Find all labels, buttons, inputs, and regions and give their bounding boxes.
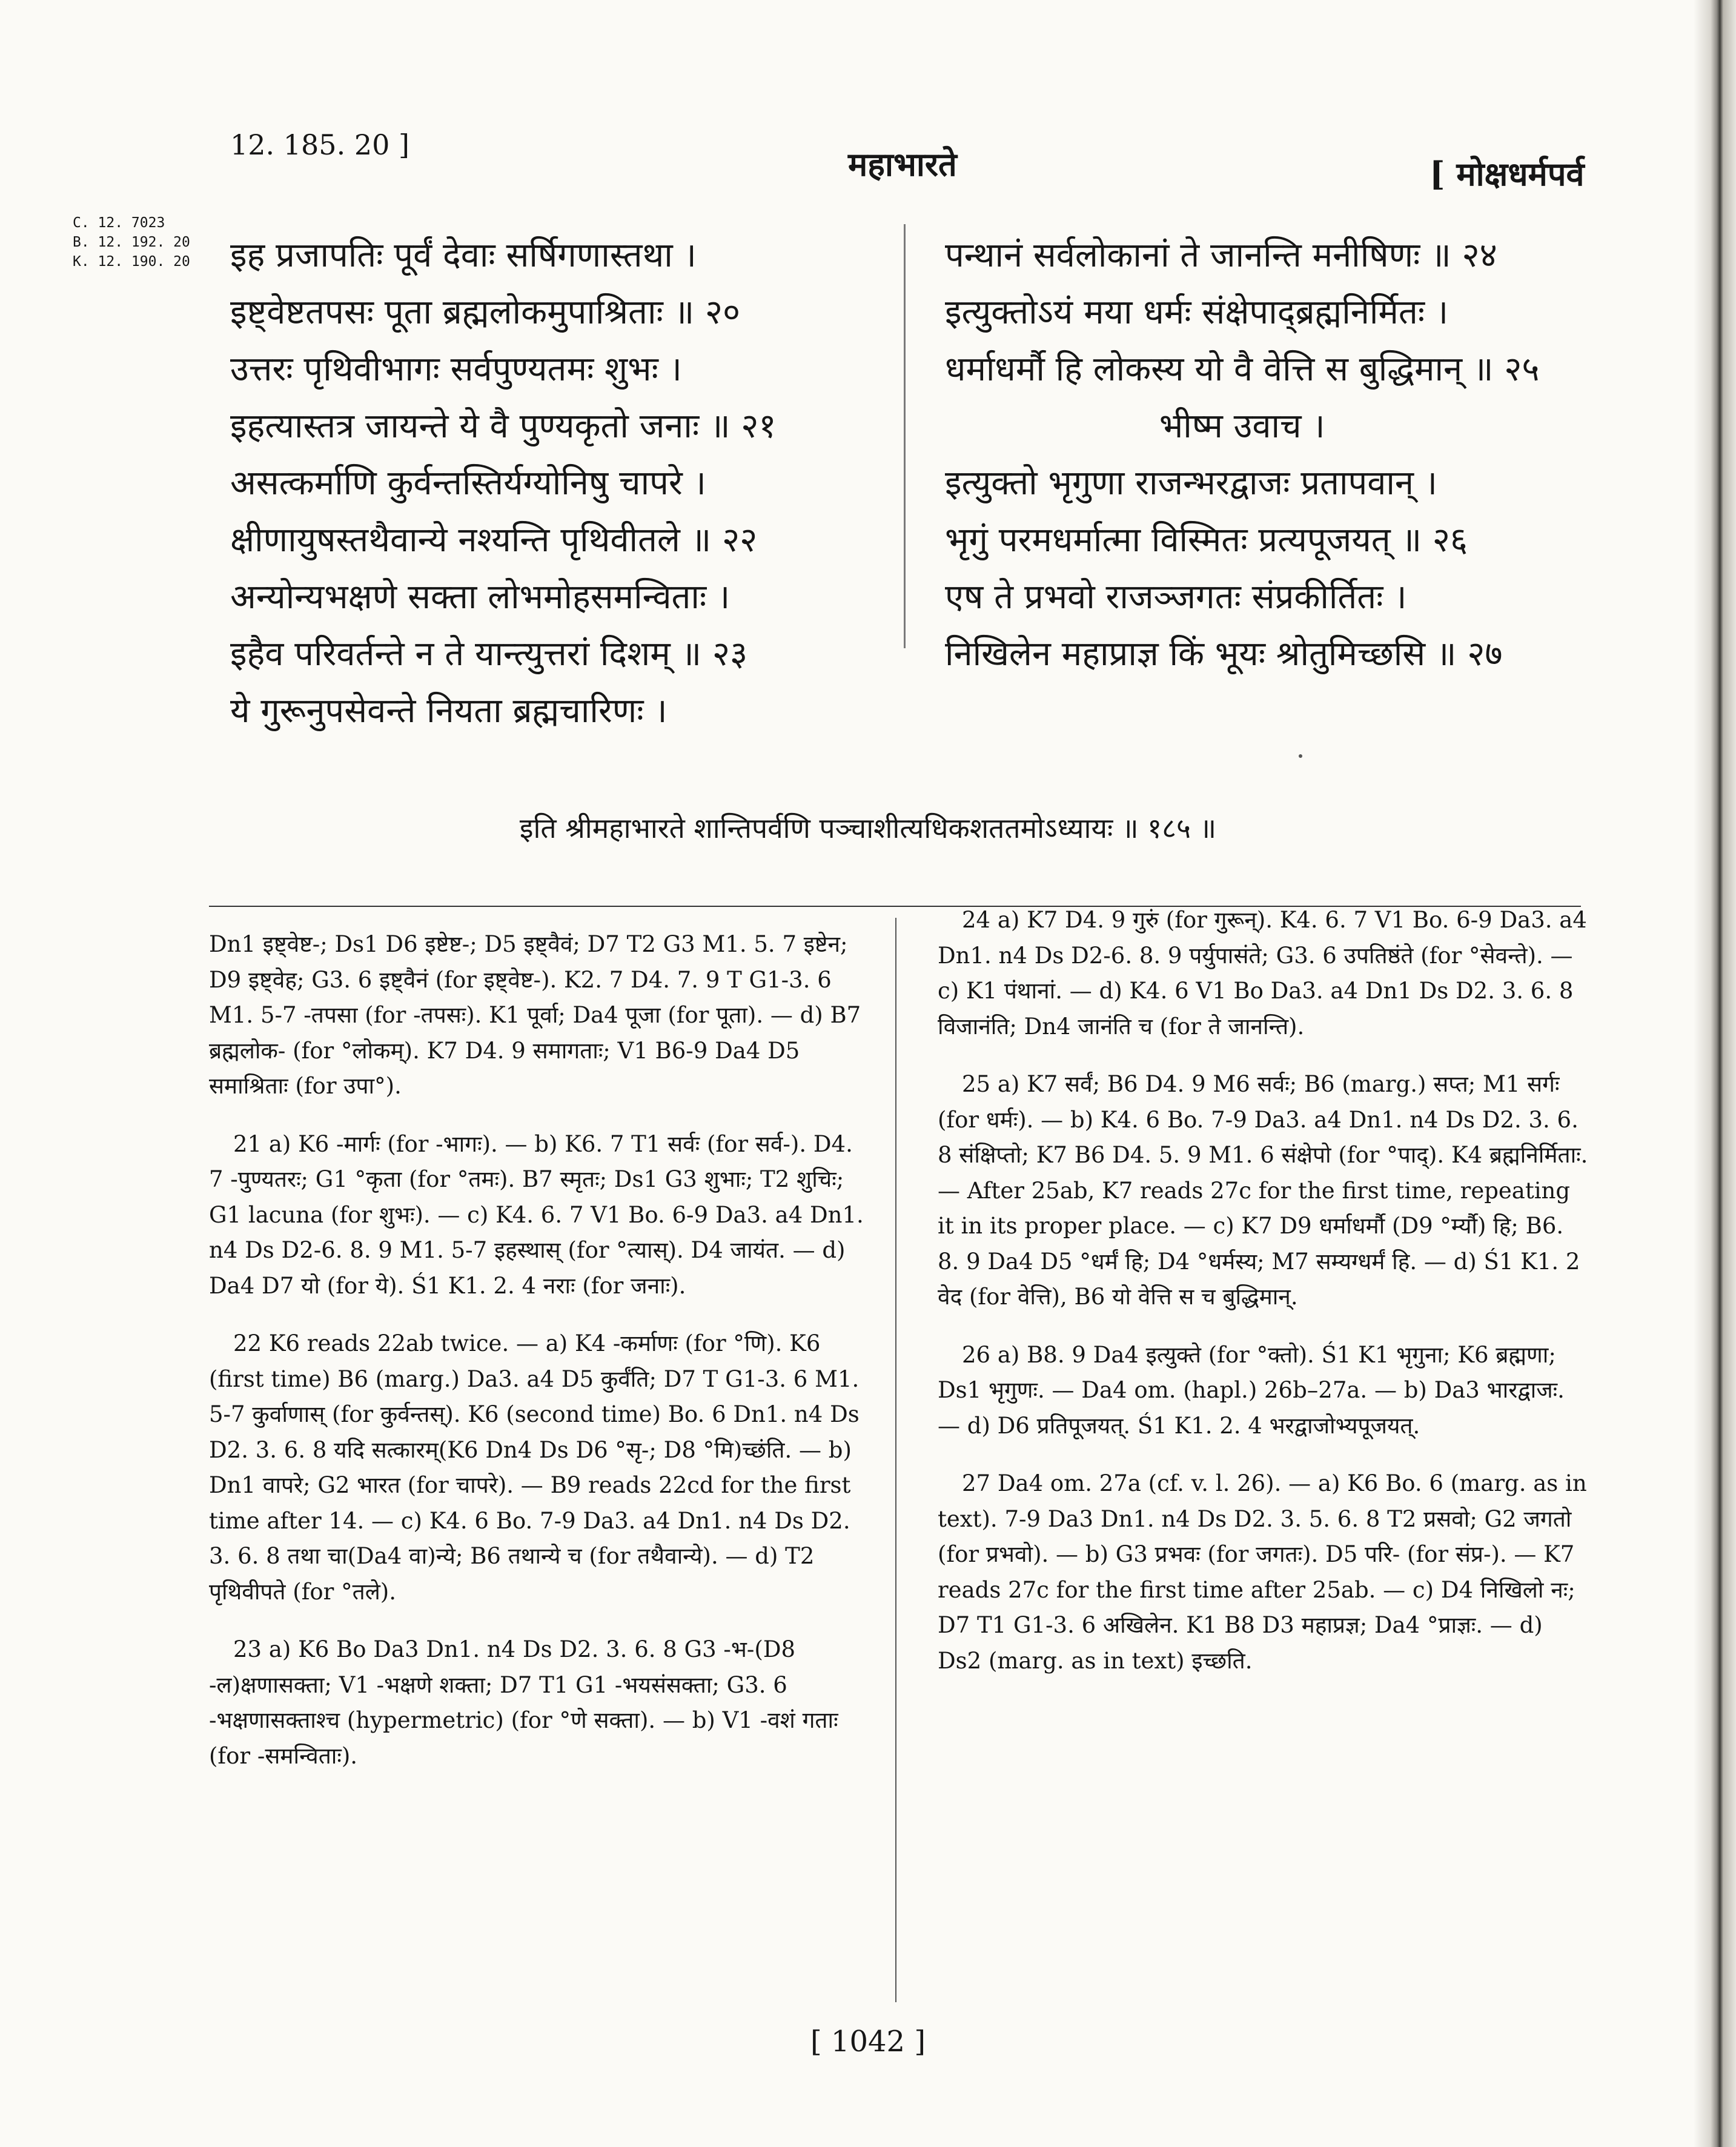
parvan-title: [ मोक्षधर्मपर्व: [1430, 154, 1585, 193]
apparatus-column-divider: [895, 918, 896, 2002]
apparatus-note: 26 a) B8. 9 Da4 इत्युक्ते (for °क्तो). Ś1 K1 भृगुना; K6 ब्रह्मणा; Ds1 भृगुणः. — Da4 om. (hapl.) 26b–27a. — b) Da3 भारद्वाजः. — d) D6 प्रतिपूजयत्. Ś1 K1. 2. 4 भरद्वाजोभ्यपूजयत्.: [938, 1341, 1565, 1439]
apparatus-note: 27 Da4 om. 27a (cf. v. l. 26). — a) K6 Bo. 6 (marg. as in text). 7-9 Da3 Dn1. n4 Ds D2. 3. 5. 6. 8 T2 प्रसवो; G2 जगतो (for प्रभवो). — b) G3 प्रभवः (for जगतः). D5 परि- (for संप्र-). — K7 reads 27c for the first time after 25ab. — c) D4 निखिलो नः; D7 T1 G1-3. 6 अखिलेन. K1 B8 D3 महाप्रज्ञ; Da4 °प्राज्ञः. — d) Ds2 (marg. as in text) इच्छति.: [938, 1470, 1587, 1674]
concordance-ref: B. 12. 192. 20: [73, 234, 190, 250]
verse-line: क्षीणायुषस्तथैवान्ये नश्यन्ति पृथिवीतले ॥ २२: [230, 520, 758, 560]
apparatus-column-left: [209, 927, 872, 1796]
verse-line: निखिलेन महाप्राज्ञ किं भूयः श्रोतुमिच्छसि ॥ २७: [945, 634, 1503, 674]
apparatus-column-right: [938, 903, 1589, 1701]
verse-line: उत्तरः पृथिवीभागः सर्वपुण्यतमः शुभः ।: [230, 350, 682, 389]
verse-line: ये गुरूनुपसेवन्ते नियता ब्रह्मचारिणः ।: [230, 691, 668, 731]
verse-column-divider: [904, 224, 906, 648]
verse-column-right: [945, 227, 1539, 683]
verse-line: इत्युक्तोऽयं मया धर्मः संक्षेपाद्ब्रह्मनिर्मितः ।: [945, 293, 1449, 332]
verse-line: अन्योन्यभक्षणे सक्ता लोभमोहसमन्विताः ।: [230, 577, 731, 617]
verse-line: इष्ट्वेष्टतपसः पूता ब्रह्मलोकमुपाश्रिताः ॥ २०: [230, 293, 741, 332]
verse-line: असत्कर्माणि कुर्वन्तस्तिर्यग्योनिषु चापरे ।: [230, 463, 706, 503]
verse-line: इहैव परिवर्तन्ते न ते यान्त्युत्तरां दिशम् ॥ २३: [230, 634, 748, 674]
print-speck: [1299, 754, 1302, 758]
verse-line: पन्थानं सर्वलोकानां ते जानन्ति मनीषिणः ॥ २४: [945, 236, 1497, 275]
concordance-ref: C. 12. 7023: [73, 215, 165, 231]
running-title: महाभारते: [848, 145, 957, 184]
apparatus-note: 23 a) K6 Bo Da3 Dn1. n4 Ds D2. 3. 6. 8 G3 -भ-(D8 -ल)क्षणासक्ता; V1 -भक्षणे शक्ता; D7 T1 G1 -भयसंसक्ता; G3. 6 -भक्षणासक्ताश्च (hypermetric) (for °णे सक्ता). — b) V1 -वशं गताः (for -समन्विताः).: [209, 1636, 838, 1769]
apparatus-note: 22 K6 reads 22ab twice. — a) K4 -कर्माणः (for °णि). K6 (first time) B6 (marg.) Da3. a4 D5 कुर्वंति; D7 T G1-3. 6 M1. 5-7 कुर्वाणास् (for कुर्वन्तस्). K6 (second time) Bo. 6 Dn1. n4 Ds D2. 3. 6. 8 यदि सत्कारम्(K6 Dn4 Ds D6 °सृ-; D8 °मि)च्छंति. — b) Dn1 वापरे; G2 भारत (for चापरे). — B9 reads 22cd for the first time after 14. — c) K4. 6 Bo. 7-9 Da3. a4 Dn1. n4 Ds D2. 3. 6. 8 तथा चा(Da4 वा)न्ये; B6 तथान्ये च (for तथैवान्ये). — d) T2 पृथिवीपते (for °तले).: [209, 1330, 860, 1605]
verse-reference: 12. 185. 20 ]: [230, 128, 409, 161]
concordance-refs: [73, 213, 190, 271]
apparatus-note: 24 a) K7 D4. 9 गुरुं (for गुरून्). K4. 6. 7 V1 Bo. 6-9 Da3. a4 Dn1. n4 Ds D2-6. 8. 9 पर्युपासंते; G3. 6 उपतिष्ठंते (for °सेवन्ते). — c) K1 पंथानां. — d) K4. 6 V1 Bo Da3. a4 Dn1 Ds D2. 3. 6. 8 विजानंति; Dn4 जानंति च (for ते जानन्ति).: [938, 907, 1587, 1040]
apparatus-note: 21 a) K6 -मार्गः (for -भागः). — b) K6. 7 T1 सर्वः (for सर्व-). D4. 7 -पुण्यतरः; G1 °कृता (for °तमः). B7 स्मृतः; Ds1 G3 शुभाः; T2 शुचिः; G1 lacuna (for शुभः). — c) K4. 6. 7 V1 Bo. 6-9 Da3. a4 Dn1. n4 Ds D2-6. 8. 9 M1. 5-7 इहस्थास् (for °त्यास्). D4 जायंत. — d) Da4 D7 यो (for ये). Ś1 K1. 2. 4 नराः (for जनाः).: [209, 1130, 864, 1299]
verse-column-left: [230, 227, 777, 740]
chapter-colophon: इति श्रीमहाभारते शान्तिपर्वणि पञ्चाशीत्यधिकशततमोऽध्यायः ॥ १८५ ॥: [519, 812, 1217, 845]
concordance-ref: K. 12. 190. 20: [73, 254, 190, 270]
verse-line: इत्युक्तो भृगुणा राजन्भरद्वाजः प्रतापवान् ।: [945, 463, 1438, 503]
verse-line: इहत्यास्तत्र जायन्ते ये वै पुण्यकृतो जनाः ॥ २१: [230, 407, 777, 446]
apparatus-note: Dn1 इष्ट्वेष्ट-; Ds1 D6 इष्टेष्ट-; D5 इष्ट्वैवं; D7 T2 G3 M1. 5. 7 इष्टेन; D9 इष्ट्वेह; G3. 6 इष्ट्वैनं (for इष्ट्वेष्ट-). K2. 7 D4. 7. 9 T G1-3. 6 M1. 5-7 -तपसा (for -तपसः). K1 पूर्वा; Da4 पूजा (for पूता). — d) B7 ब्रह्मलोक- (for °लोकम्). K7 D4. 9 समागताः; V1 B6-9 Da4 D5 समाश्रिताः (for उपा°).: [209, 931, 861, 1099]
speaker-heading: भीष्म उवाच ।: [1159, 407, 1325, 446]
apparatus-note: 25 a) K7 सर्वं; B6 D4. 9 M6 सर्वः; B6 (marg.) सप्त; M1 सर्गः (for धर्मः). — b) K4. 6 Bo. 7-9 Da3. a4 Dn1. n4 Ds D2. 3. 6. 8 संक्षिप्तो; K7 B6 D4. 5. 9 M1. 6 संक्षेपो (for °पाद्). K4 ब्रह्मनिर्मिताः. — After 25ab, K7 reads 27c for the first time, repeating it in its proper place. — c) K7 D9 धर्माधर्मौ (D9 °र्म्यौ) हि; B6. 8. 9 Da4 D5 °धर्मं हि; D4 °धर्मस्य; M7 सम्यग्धर्मं हि. — d) Ś1 K1. 2 वेद (for वेत्ति), B6 यो वेत्ति स च बुद्धिमान्.: [938, 1071, 1588, 1310]
verse-line: भृगुं परमधर्मात्मा विस्मितः प्रत्यपूजयत् ॥ २६: [945, 520, 1468, 560]
verse-line: धर्माधर्मौ हि लोकस्य यो वै वेत्ति स बुद्धिमान् ॥ २५: [945, 350, 1540, 389]
verse-line: इह प्रजापतिः पूर्वं देवाः सर्षिगणास्तथा ।: [230, 236, 697, 275]
page-edge-shadow: [1694, 0, 1736, 2147]
page-number: [ 1042 ]: [810, 2025, 926, 2059]
verse-line: एष ते प्रभवो राजञ्जगतः संप्रकीर्तितः ।: [945, 577, 1407, 617]
